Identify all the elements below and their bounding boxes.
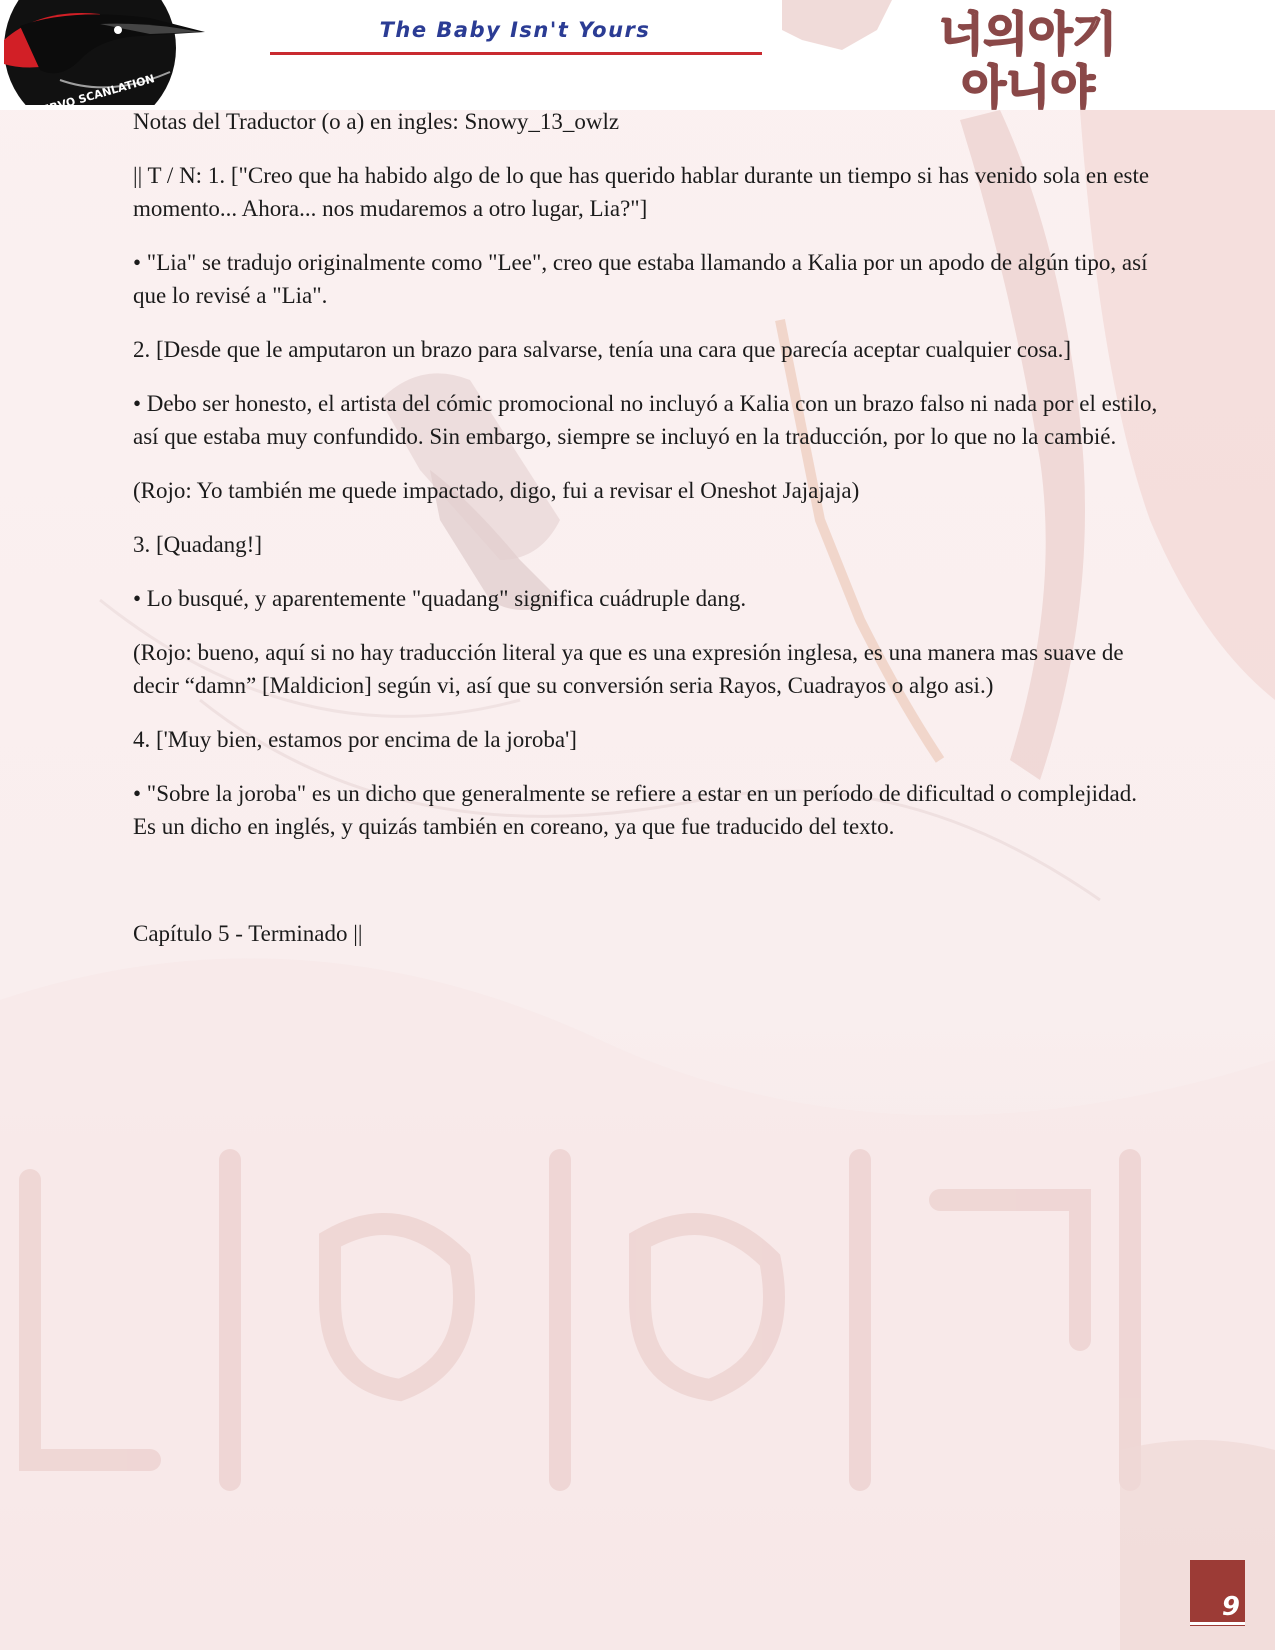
note-paragraph: (Rojo: bueno, aquí si no hay traducción literal ya que es una expresión inglesa, es una manera mas suave de decir “damn” [Maldicion] según vi, así que su conversión seria Rayos, Cuadrayos o algo asi.) [133, 640, 1124, 698]
translator-notes [133, 105, 1158, 971]
korean-title-logo [782, 0, 1275, 110]
korean-title-line2: 아니야 [961, 60, 1095, 110]
korean-title-line1: 너의아기 [939, 7, 1117, 61]
note-paragraph: 2. [Desde que le amputaron un brazo para salvarse, tenía una cara que parecía aceptar cualquier cosa.] [133, 337, 1072, 362]
crow-logo-icon [0, 0, 210, 105]
note-paragraph: (Rojo: Yo también me quede impactado, digo, fui a revisar el Oneshot Jajajaja) [133, 478, 860, 503]
note-paragraph: || T / N: 1. ["Creo que ha habido algo de lo que has querido hablar durante un tiempo si has venido sola en este momento... Ahora... nos mudaremos a otro lugar, Lia?"] [133, 163, 1150, 221]
note-paragraph: • "Sobre la joroba" es un dicho que generalmente se refiere a estar en un período de dificultad o complejidad. Es un dicho en inglés, y quizás también en coreano, ya que fue traducido del texto. [133, 781, 1137, 839]
notes-heading: Notas del Traductor (o a) en ingles: Snowy_13_owlz [133, 109, 620, 134]
page-number-underline [1190, 1622, 1245, 1625]
note-paragraph: • Lo busqué, y aparentemente "quadang" significa cuádruple dang. [133, 586, 747, 611]
note-paragraph: • "Lia" se tradujo originalmente como "Lee", creo que estaba llamando a Kalia por un apodo de algún tipo, así que lo revisé a "Lia". [133, 250, 1148, 308]
page-header [0, 0, 1275, 110]
page-number: 9 [1221, 1592, 1240, 1622]
note-paragraph: • Debo ser honesto, el artista del cómic promocional no incluyó a Kalia con un brazo falso ni nada por el estilo, así que estaba muy confundido. Sin embargo, siempre se incluyó en la traducción, por lo que no la cambié. [133, 391, 1158, 449]
series-title: The Baby Isn't Yours [379, 18, 651, 42]
note-paragraph: 4. ['Muy bien, estamos por encima de la joroba'] [133, 727, 577, 752]
note-paragraph: 3. [Quadang!] [133, 532, 263, 557]
chapter-end: Capítulo 5 - Terminado || [133, 921, 363, 946]
title-underline [270, 52, 762, 55]
